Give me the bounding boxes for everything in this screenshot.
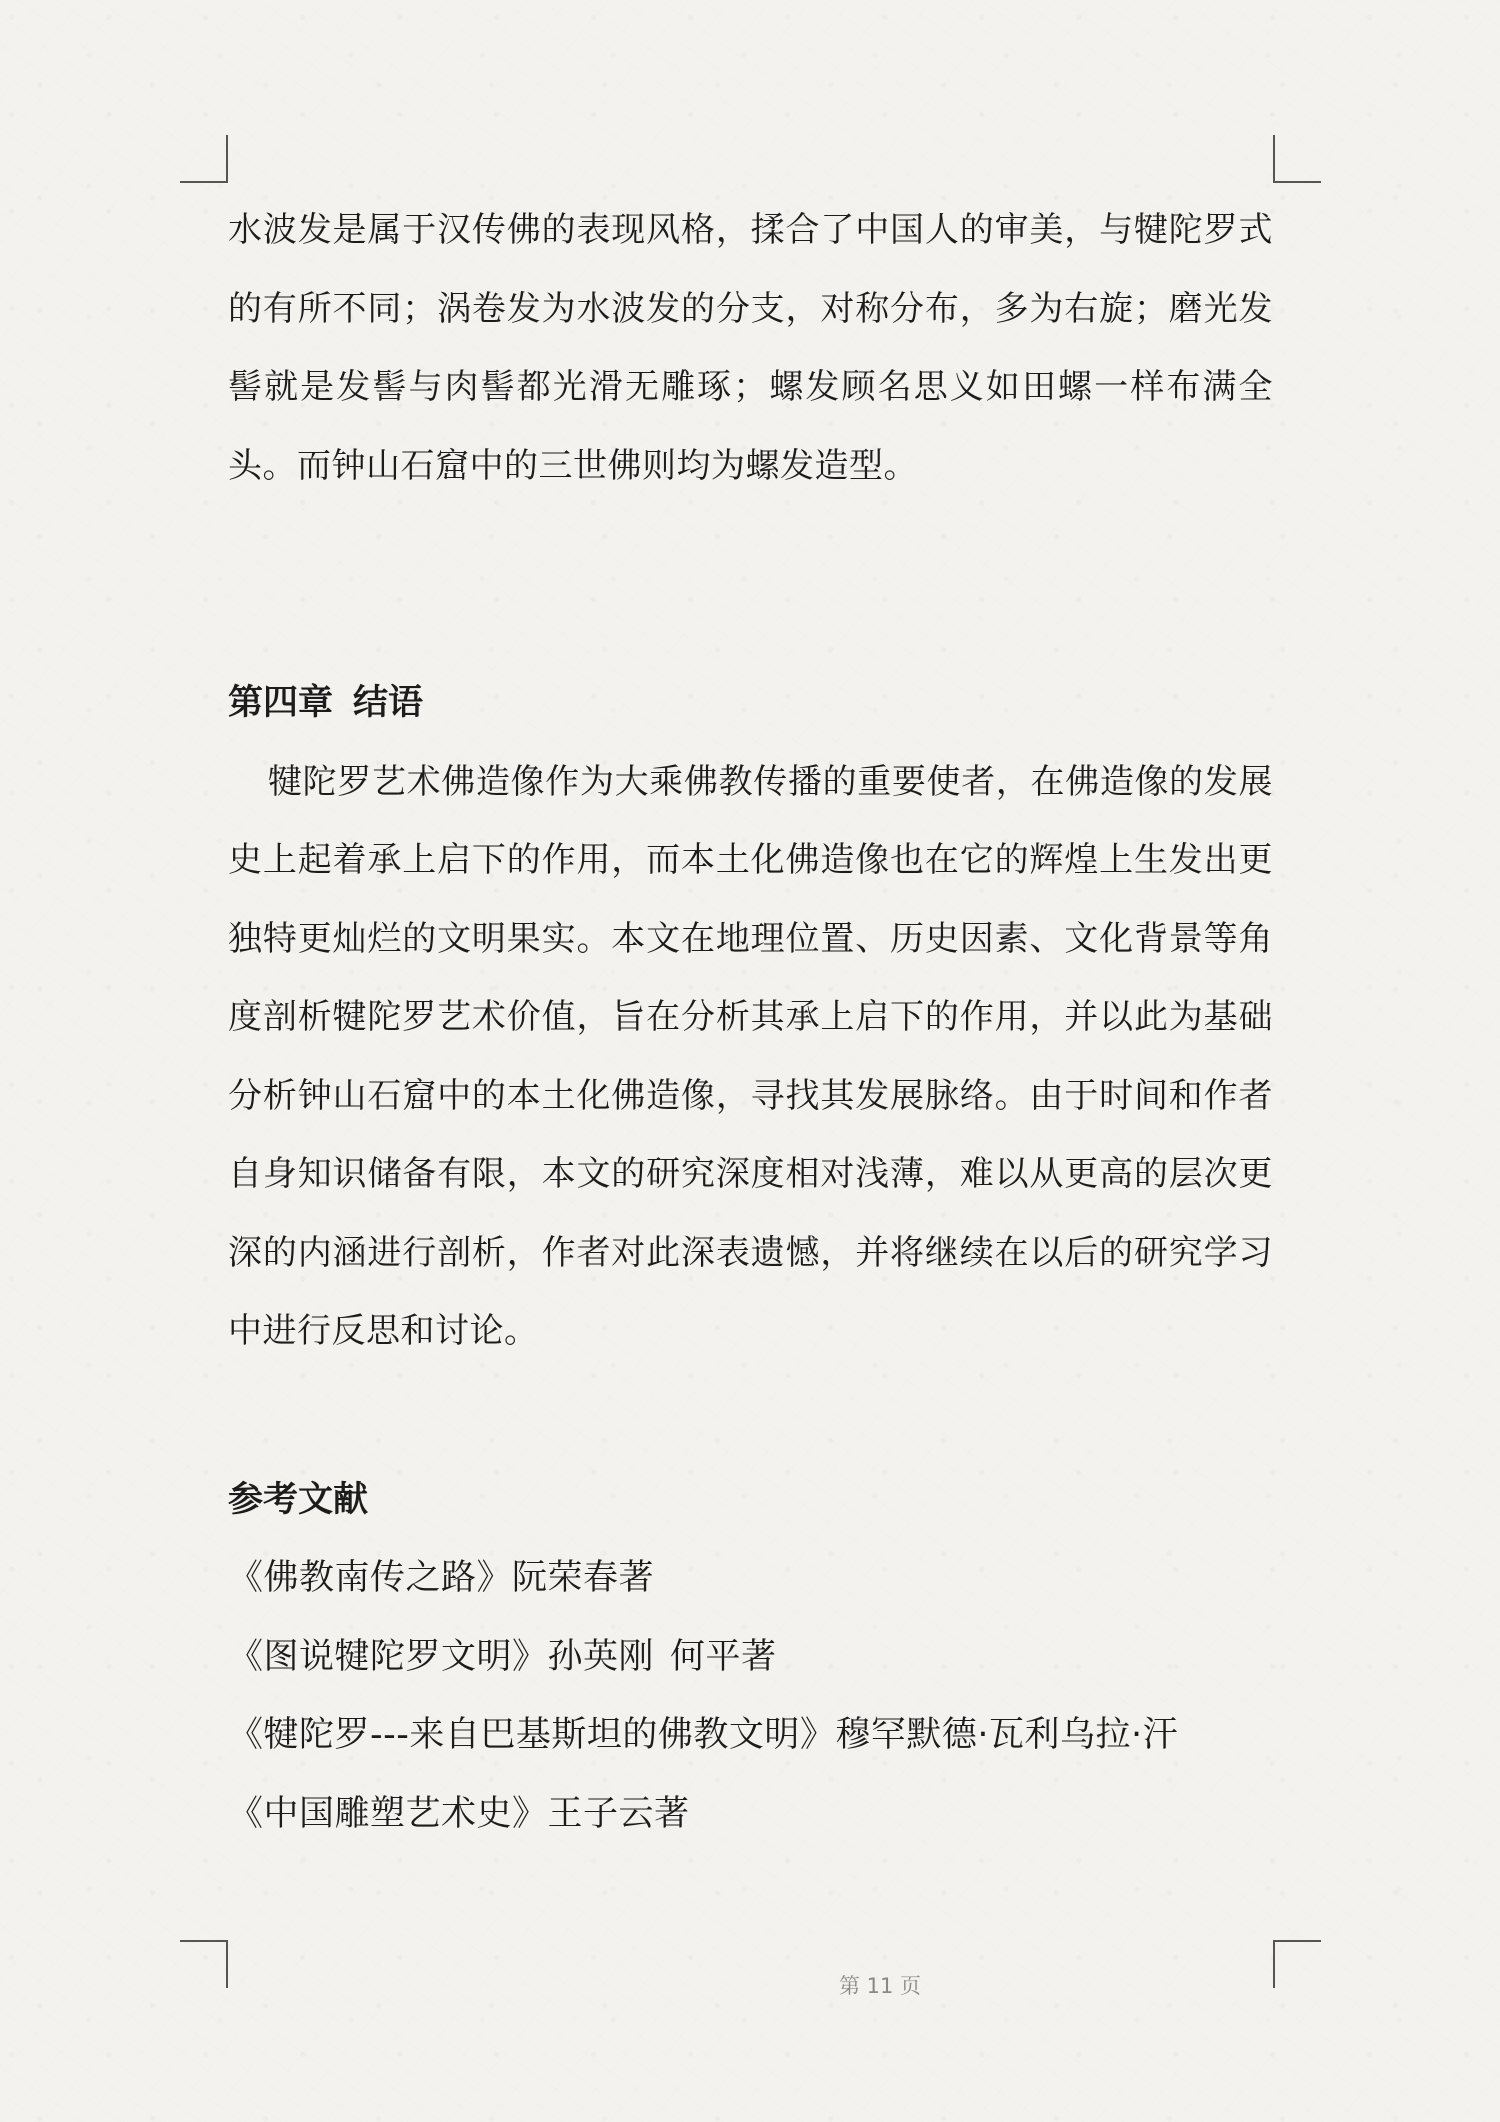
chapter-heading [228,664,1273,743]
reference-item [228,1696,1273,1775]
conclusion-paragraph: 犍陀罗艺术佛造像作为大乘佛教传播的重要使者，在佛造像的发展史上起着承上启下的作用，而本土化佛造像也在它的辉煌上生发出更独特更灿烂的文明果实。本文在地理位置、历史因素、文化背景等角度剖析犍陀罗艺术价值，旨在分析其承上启下的作用，并以此为基础分析钟山石窟中的本土化佛造像，寻找其发展脉络。由于时间和作者自身知识储备有限，本文的研究深度相对浅薄，难以从更高的层次更深的内涵进行剖析，作者对此深表遗憾，并将继续在以后的研究学习中进行反思和讨论。 [228,761,1273,1351]
crop-mark-top-left [180,135,228,183]
chapter-title: 结语 [353,683,424,723]
references-list [228,1539,1273,1853]
page-content [228,191,1273,1853]
reference-item [228,1775,1273,1854]
reference-author: 孙英刚 [547,1636,655,1677]
reference-item [228,1618,1273,1697]
reference-title: 《图说犍陀罗文明》 [228,1636,548,1677]
reference-author: 王子云著 [547,1793,690,1834]
reference-author: 阮荣春著 [512,1558,655,1598]
reference-title: 《犍陀罗---来自巴基斯坦的佛教文明》 [228,1715,836,1755]
reference-item [228,1539,1273,1618]
chapter-number: 第四章 [228,683,334,723]
reference-author: 穆罕默德·瓦利乌拉·汗 [835,1715,1179,1755]
reference-title: 《佛教南传之路》 [228,1558,513,1598]
references-heading: 参考文献 [228,1479,369,1520]
reference-author-2: 何平著 [670,1636,777,1677]
page-number: 第 11 页 [838,1974,922,1998]
continued-paragraph: 水波发是属于汉传佛的表现风格，揉合了中国人的审美，与犍陀罗式的有所不同；涡卷发为水波发的分支，对称分布，多为右旋；磨光发髻就是发髻与肉髻都光滑无雕琢；螺发顾名思义如田螺一样布满全头。而钟山石窟中的三世佛则均为螺发造型。 [228,210,1273,486]
crop-mark-top-right [1273,135,1321,183]
reference-title: 《中国雕塑艺术史》 [228,1793,548,1834]
